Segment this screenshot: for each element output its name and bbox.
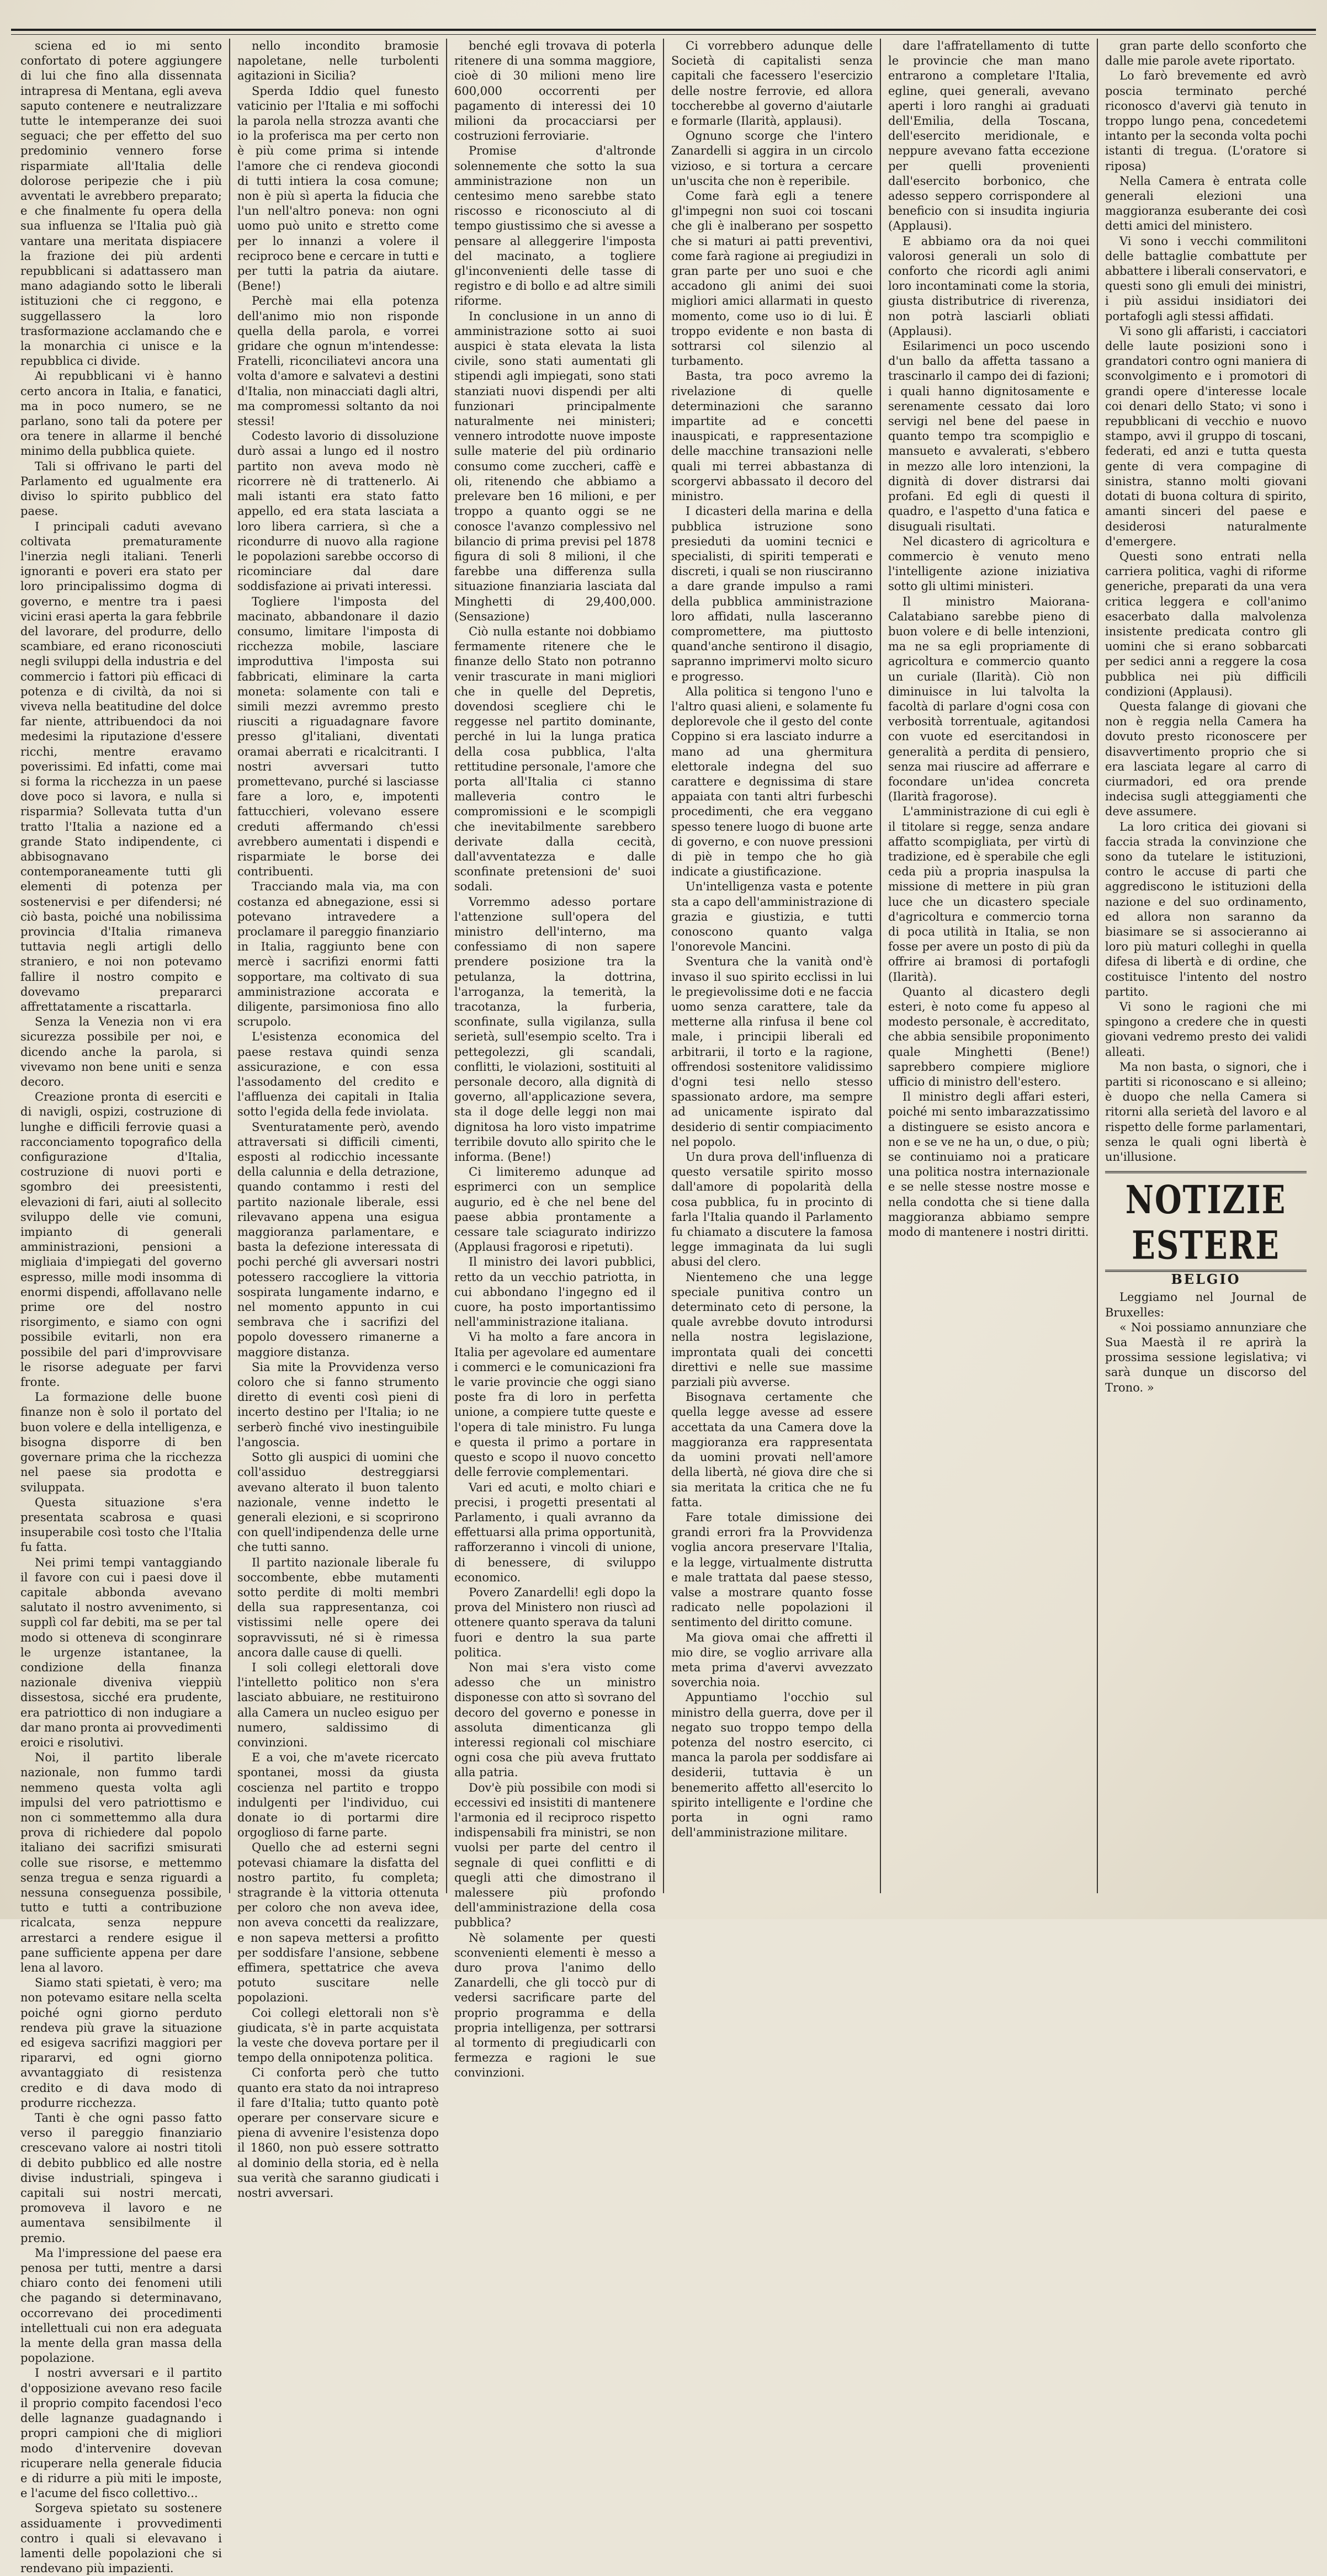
article-paragraph: Il ministro Maiorana-Calatabiano sarebbe pieno di buon volere e di belle intenzioni, ma ne sa egli propriamente di agricoltura e commercio quanto un curiale (Ilarità). Ciò non diminuisce in lui talvolta la facoltà di parlare d'ogni cosa con verbosità torrentuale, agitandosi con vuote ed esercitandosi in generalità a perdita di pensiero, senza mai riuscire ad afferrare e focondare un'idea concreta (Ilarità fragorose).: [888, 594, 1090, 804]
article-paragraph: Alla politica si tengono l'uno e l'altro quasi alieni, e solamente fu deplorevole che il gesto del conte Coppino si era lasciato indurre a mano ad una ghermitura elettorale indegna del suo carattere e degnissima di stare appaiata con tanti altri furbeschi procedimenti, che era veggano spesso tenere luogo di buone arte di governo, e con nuove pressioni di piè in tempo che ho già indicate a giustificazione.: [671, 684, 873, 879]
foreign-news-quote: « Noi possiamo annunziare che Sua Maestà il re aprirà la prossima sessione legislativa; vi sarà dunque un discorso del Trono. »: [1105, 1320, 1307, 1394]
article-paragraph: Ci limiteremo adunque ad esprimerci con un semplice augurio, ed è che nel bene del paese abbia prontamente a cessare tale sciagurato indirizzo (Applausi fragorosi e ripetuti).: [454, 1165, 656, 1254]
article-paragraph: Ma non basta, o signori, che i partiti si riconoscano e si alleino; è duopo che nella Camera si ritorni alla serietà del lavoro e al rispetto delle forme parlamentari, senza le quali ogni libertà è un'illusione.: [1105, 1060, 1307, 1164]
column-2: [230, 39, 447, 2200]
article-paragraph: Promise d'altronde solennemente che sotto la sua amministrazione non un centesimo meno sarebbe stato riscosso e riconosciuto al di tempo giustissimo che si avesse a pensare al alleggerire l'imposta del macinato, a togliere gl'inconvenienti delle tasse di registro e di bollo e ad altre simili riforme.: [454, 144, 656, 308]
article-paragraph: Tracciando mala via, ma con costanza ed abnegazione, essi si potevano intravedere a proclamare il pareggio finanziario in Italia, raggiunto bene con mercè i sacrifizi enormi fatti sopportare, ma coltivato di sua amministrazione accorata e diligente, parsimoniosa fino allo scrupolo.: [237, 880, 439, 1029]
article-paragraph: I dicasteri della marina e della pubblica istruzione sono presieduti da uomini tecnici e specialisti, di spiriti temperati e discreti, i quali se non riusciranno a dare grande impulso a rami della pubblica amministrazione loro affidati, nulla lasceranno compromettere, ma piuttosto quand'anche sentirono il disagio, sapranno imprimervi molto sicuro e progresso.: [671, 504, 873, 683]
article-paragraph: Vi sono i vecchi commilitoni delle battaglie combattute per abbattere i liberali conservatori, e questi sono gli emuli dei ministri, i più assidui insidiatori dei portafogli agli stessi affidati.: [1105, 234, 1307, 323]
article-paragraph: Basta, tra poco avremo la rivelazione di quelle determinazioni che saranno impartite ad e concetti inauspicati, e rappresentazione delle macchine transazioni nelle quali mi terrei abbastanza di scorgervi abbassato il decoro del ministro.: [671, 369, 873, 503]
article-paragraph: sciena ed io mi sento confortato di potere aggiungere di lui che fino alla dissennata intrapresa di Mentana, egli aveva saputo contenere e neutralizzare tutte le intemperanze dei suoi seguaci; che per effetto del suo predominio vennero forse risparmiate all'Italia delle dolorose peripezie che i più avventati le avrebbero preparato; e che finalmente fu opera della sua influenza se l'Italia può già vantare una meritata dispiacere la frazione dei più ardenti repubblicani si adattassero man mano adagiando sotto le liberali istituzioni che ci reggono, e suggellassero la loro trasformazione acclamando che e la monarchia ci unisce e la repubblica ci divide.: [20, 39, 222, 368]
article-paragraph: benché egli trovava di poterla ritenere di una somma maggiore, cioè di 30 milioni meno lire 600,000 occorrenti per pagamento di interessi dei 10 milioni da procacciarsi per costruzioni ferroviarie.: [454, 39, 656, 143]
article-paragraph: Dov'è più possibile con modi si eccessivi ed insistiti di mantenere l'armonia ed il reciproco rispetto indispensabili fra ministri, se non vuolsi per parte del centro il segnale di quei conflitti e di quegli atti che dimostrano il malessere più profondo dell'amministrazione della cosa pubblica?: [454, 1781, 656, 1930]
article-paragraph: Vi ha molto a fare ancora in Italia per agevolare ed aumentare i commerci e le comunicazioni fra le varie provincie che oggi siano poste fra di loro in perfetta unione, a compiere tutte queste e l'opera di tale ministro. Fu lunga e questa il primo a portare in questo e scopo il nuovo concetto delle ferrovie complementari.: [454, 1330, 656, 1479]
article-paragraph: Ci vorrebbero adunque delle Società di capitalisti senza capitali che facessero l'esercizio delle nostre ferrovie, ed allora toccherebbe al governo d'aiutarle e formarle (Ilarità, applausi).: [671, 39, 873, 128]
article-paragraph: L'esistenza economica del paese restava quindi senza assicurazione, e con essa l'assodamento del credito e l'affluenza dei capitali in Italia sotto l'egida della fede inviolata.: [237, 1030, 439, 1119]
article-paragraph: Il partito nazionale liberale fu soccombente, ebbe mutamenti sotto perdite di molti membri della sua rappresentanza, coi vistissimi nelle opere dei sopravvissuti, né si è rimessa ancora dalle cause di quelli.: [237, 1555, 439, 1659]
article-paragraph: Come farà egli a tenere gl'impegni non suoi coi toscani che gli è inalberano per sospetto che si maturi ai patti preventivi, come farà ragione ai pregiudizi in gran parte per uno suoi e che accadono gli animi dei suoi migliori amici allarmati in questo momento, come uso io di lui. È troppo evidente e non basta di sottrarsi col silenzio al turbamento.: [671, 189, 873, 368]
article-paragraph: Siamo stati spietati, è vero; ma non potevamo esitare nella scelta poiché ogni giorno perduto rendeva più grave la situazione ed esigeva sacrifizi maggiori per ripararvi, ed ogni giorno avvantaggiato di resistenza credito e di dava modo di produrre ricchezza.: [20, 1976, 222, 2110]
article-paragraph: Togliere l'imposta del macinato, abbandonare il dazio consumo, limitare l'imposta di ricchezza mobile, lasciare improduttiva l'imposta sui fabbricati, eliminare la carta moneta: solamente con tali e simili mezzi avremmo presto riusciti a riguadagnare favore presso gl'italiani, diventati oramai aberrati e ricalcitranti. I nostri avversari tutto promettevano, purché si lasciasse fare a loro, e, impotenti fattucchieri, volevano essere creduti affermando ch'essi avrebbero aumentati i dispendi e risparmiate le borse dei contribuenti.: [237, 594, 439, 879]
article-paragraph: La formazione delle buone finanze non è solo il portato del buon volere e della intelligenza, e bisogna disporre di ben governare prima che la ricchezza nel paese sia prodotta e sviluppata.: [20, 1390, 222, 1494]
article-paragraph: Quanto al dicastero degli esteri, è noto come fu appeso al modesto personale, è accreditato, che abbia sensibile proponimento quale Minghetti (Bene!) saprebbero compiere migliore ufficio di ministro dell'estero.: [888, 985, 1090, 1089]
article-paragraph: E a voi, che m'avete ricercato spontanei, mossi da giusta coscienza nel partito e troppo indulgenti per l'individuo, cui donate io di portarmi dire orgoglioso di farne parte.: [237, 1751, 439, 1840]
article-paragraph: L'amministrazione di cui egli è il titolare si regge, senza andare affatto scompigliata, per virtù di tradizione, ed è sperabile che egli ceda più a propria inaspulsa la missione di mettere in più gran luce che un dicastero speciale d'agricoltura e commercio torna di poca utilità in Italia, se non fosse per avere un posto di più da offrire ai bramosi di portafogli (Ilarità).: [888, 805, 1090, 984]
foreign-news-heading: NOTIZIE ESTERE: [1105, 1171, 1307, 1272]
article-paragraph: Esilarimenci un poco uscendo d'un ballo da affetta tassano a trascinarlo il campo dei di fazioni; i quali hanno dignitosamente e serenamente cessato dai loro servigi nel bene del paese in quanto tempo tra scompiglio e mansueto e avvalerati, s'ebbero in mezzo alle loro intenzioni, la dignità di dover distrarsi dai profani. Ed egli di questi il quadro, e l'aspetto d'una fatica e disuguali risultati.: [888, 339, 1090, 533]
article-paragraph: Questa situazione s'era presentata scabrosa e quasi insuperabile così tosto che l'Italia fu fatta.: [20, 1495, 222, 1554]
article-paragraph: Ci conforta però che tutto quanto era stato da noi intrapreso il fare d'Italia; tutto quanto potè operare per conservare sicure e piena di avvenire l'esistenza dopo il 1860, non può essere sottratto al dominio della storia, ed è nella sua verità che saranno giudicati i nostri avversari.: [237, 2066, 439, 2200]
article-paragraph: dare l'affratellamento di tutte le provincie che man mano entrarono a completare l'Italia, egline, quei generali, avevano aperti i loro ranghi ai graduati dell'Emilia, della Toscana, dell'esercito meridionale, e neppure avevano fatta eccezione per quelli provenienti dall'esercito borbonico, che adesso seppero corrispondere al beneficio con si insudita ingiuria (Applausi).: [888, 39, 1090, 233]
article-paragraph: I nostri avversari e il partito d'opposizione avevano reso facile il proprio compito facendosi l'eco delle lagnanze guadagnando i propri campioni che di migliori modo d'intervenire dovevan ricuperare nella generale fiducia e di ridurre a più miti le imposte, e l'acume del fisco collettivo...: [20, 2366, 222, 2500]
article-paragraph: Questa falange di giovani che non è reggia nella Camera ha dovuto presto riconoscere per disavvertimento proprio che si era lasciata legare al carro di ciurmadori, ed ora prende indecisa sugli atteggiamenti che deve assumere.: [1105, 699, 1307, 819]
article-paragraph: Sorgeva spietato su sostenere assiduamente i provvedimenti contro i quali si elevavano i lamenti delle popolazioni che si rendevano più impazienti.: [20, 2501, 222, 2575]
article-paragraph: Noi, il partito liberale nazionale, non fummo tardi nemmeno questa volta agli impulsi del vero patriottismo e non ci sommettemmo alla dura prova di richiedere dal popolo italiano dei sacrifizi smisurati colle sue risorse, e mettemmo senza tregua e senza riguardi a nessuna conseguenza possibile, tutto e tutti a contribuzione ricalcata, senza neppure arrestarci a rendere esigue il pane sufficiente appena per dare lena al lavoro.: [20, 1751, 222, 1974]
article-paragraph: Sia mite la Provvidenza verso coloro che si fanno strumento diretto di eventi così pieni di incerto destino per l'Italia; io ne serberò finché vivo inestinguibile l'angoscia.: [237, 1360, 439, 1449]
article-paragraph: I principali caduti avevano coltivata prematuramente l'inerzia negli italiani. Tenerli ignoranti e poveri era stato per loro principalissimo dogma di governo, e mentre tra i paesi vicini erasi aperta la gara febbrile del lavorare, del produrre, dello scambiare, ed erano riconosciuti negli sviluppi della industria e del commercio i fattori più efficaci di potenza e di civiltà, da noi si viveva nella beatitudine del dolce far niente, attribuendoci da noi medesimi la riputazione d'essere ricchi, mentre eravamo poverissimi. Ed infatti, come mai si forma la ricchezza in un paese dove poco si lavora, e nulla si risparmia? Sollevata tutta d'un tratto l'Italia a nazione ed a grande Stato indipendente, ci abbisognavano contemporaneamente tutti gli elementi di potenza per sostenervisi e per difendersi; né ciò basta, poiché una nobilissima provincia d'Italia rimaneva tuttavia negli artigli dello straniero, e noi non potevamo fallire il nostro compito e dovevamo prepararci affrettatamente a riscattarla.: [20, 519, 222, 1013]
article-paragraph: Ma giova omai che affretti il mio dire, se voglio arrivare alla meta prima d'avervi avvezzato soverchia noia.: [671, 1630, 873, 1690]
article-paragraph: nello incondito bramosie napoletane, nelle turbolenti agitazioni in Sicilia?: [237, 39, 439, 83]
column-6-body: [1105, 39, 1307, 1165]
article-paragraph: gran parte dello sconforto che dalle mie parole avete riportato.: [1105, 39, 1307, 68]
article-paragraph: Non mai s'era visto come adesso che un ministro disponesse con atto sì sovrano del decoro del governo e ponesse in assoluta dimenticanza gli interessi regionali col mischiare ogni cosa che più aveva fruttato alla patria.: [454, 1660, 656, 1780]
article-paragraph: Nè solamente per questi sconvenienti elementi è messo a duro prova l'animo dello Zanardelli, che gli toccò pur di vedersi sacrificare parte del proprio programma e della propria intelligenza, per sottrarsi al tormento di pregiudicarli con fermezza e ragioni le sue convinzioni.: [454, 1931, 656, 2080]
article-paragraph: Quello che ad esterni segni potevasi chiamare la disfatta del nostro partito, fu completa; stragrande è la vittoria ottenuta per coloro che non aveva idee, non aveva concetti da realizzare, e non sapeva mettersi a profitto per soddisfare l'ansione, sebbene effimera, spettatrice che aveva potuto suscitare nelle popolazioni.: [237, 1841, 439, 2005]
article-paragraph: Ognuno scorge che l'intero Zanardelli si aggira in un circolo vizioso, e si tortura a cercare un'uscita che non è reperibile.: [671, 129, 873, 188]
article-paragraph: E abbiamo ora da noi quei valorosi generali un solo di conforto che ricordi agli animi loro incontaminati come la storia, giusta distributrice di riverenza, non potrà lasciarli obliati (Applausi).: [888, 234, 1090, 338]
article-paragraph: Appuntiamo l'occhio sul ministro della guerra, dove per il negato suo troppo tempo della potenza del nostro esercito, ci manca la parola per soddisfare ai desiderii, tuttavia è un benemerito affetto all'esercito lo spirito intelligente e l'ordine che porta in ogni ramo dell'amministrazione militare.: [671, 1691, 873, 1840]
article-paragraph: Sventura che la vanità ond'è invaso il suo spirito ecclissi in lui le pregievolissime doti e ne faccia uomo senza carattere, tale da metterne alla rinfusa il bene col male, i principii liberali ed arbitrarii, il torto e la ragione, offrendosi sostenitore validissimo d'ogni tesi nello stesso spassionato ardore, ma sempre ad unicamente ispirato dal desiderio di sentir compiacimento nel popolo.: [671, 955, 873, 1149]
article-paragraph: Sperda Iddio quel funesto vaticinio per l'Italia e mi soffochi la parola nella strozza avanti che io la proferisca ma per certo non è più come prima si intende l'amore che ci rendeva giocondi di tutti intiera la cosa comune; non è più sì aperta la fiducia che l'un nell'altro poneva: non ogni uomo può unito e stretto come per lo innanzi a volere il reciproco bene e cercare in tutti e per tutti la patria da aiutare. (Bene!): [237, 84, 439, 293]
article-paragraph: I soli collegi elettorali dove l'intelletto politico non s'era lasciato abbuiare, ne restituirono alla Camera un nucleo esiguo per numero, saldissimo di convinzioni.: [237, 1660, 439, 1749]
article-paragraph: Perchè mai ella potenza dell'animo mio non risponde quella della parola, e vorrei gridare che ognun m'intendesse: Fratelli, riconciliatevi ancora una volta d'amore e salvatevi a destini d'Italia, non minacciati dagli altri, ma compromessi soltanto da noi stessi!: [237, 294, 439, 428]
article-paragraph: Lo farò brevemente ed avrò poscia terminato perché riconosco d'avervi già tenuto in troppo lungo pena, concedetemi intanto per la seconda volta pochi istanti di tregua. (L'oratore si riposa): [1105, 69, 1307, 173]
article-paragraph: Vari ed acuti, e molto chiari e precisi, i progetti presentati al Parlamento, i quali avranno da effettuarsi alla prima opportunità, rafforzeranno i vincoli di unione, di benessere, di sviluppo economico.: [454, 1480, 656, 1584]
article-paragraph: Ciò nulla estante noi dobbiamo fermamente ritenere che le finanze dello Stato non potranno venir trascurate in mani migliori che in quelle del Depretis, dovendosi scegliere chi le reggesse nel partito dominante, perché in lui la lunga pratica della cosa pubblica, l'alta rettitudine personale, l'amore che porta all'Italia ci stanno malleveria contro le compromissioni e le scompigli che inevitabilmente sarebbero derivate dalla cecità, dall'avventatezza e dalle sconfinate pretensioni de' suoi sodali.: [454, 624, 656, 894]
article-paragraph: Ai repubblicani vi è hanno certo ancora in Italia, e fanatici, ma in poco numero, se ne parlano, sono tali da potere per ora tenere in allarme il benché minimo della pubblica quiete.: [20, 369, 222, 458]
article-paragraph: Questi sono entrati nella carriera politica, vaghi di riforme generiche, preparati da una vera critica leggera e coll'animo esacerbato dalla malvolenza insistente predicata contro gli uomini che si erano sobbarcati per sedici anni a reggere la cosa pubblica nei più difficili condizioni (Applausi).: [1105, 549, 1307, 698]
article-paragraph: Ma l'impressione del paese era penosa per tutti, mentre a darsi chiaro conto dei fenomeni utili che pagando si determinavano, occorrevano dei procedimenti intellettuali cui non era adeguata la mente della gran massa della popolazione.: [20, 2246, 222, 2365]
article-paragraph: Un'intelligenza vasta e potente sta a capo dell'amministrazione di grazia e giustizia, e tutti conoscono quanto valga l'onorevole Mancini.: [671, 880, 873, 954]
article-paragraph: Creazione pronta di eserciti e di navigli, ospizi, costruzione di lunghe e difficili ferrovie quasi a racconciamento topografico della configurazione d'Italia, costruzione di nuovi porti e sgombro dei preesistenti, elevazioni di fari, aiuti al sollecito sviluppo delle vie comuni, impianto di generali amministrazioni, pensioni a migliaia d'impiegati del governo espresso, mille modi insomma di enormi dispendi, affollavano nelle prime ore del nostro risorgimento, e siamo con ogni possibile evitarli, non era possibile del pari d'improvvisare le risorse adeguate per farvi fronte.: [20, 1090, 222, 1389]
columns: [13, 39, 1314, 2575]
article-paragraph: Coi collegi elettorali non s'è giudicata, s'è in parte acquistata la veste che doveva portare per il tempo della onnipotenza politica.: [237, 2006, 439, 2065]
column-6: [1098, 39, 1314, 1893]
article-paragraph: Nel dicastero di agricoltura e commercio è venuto meno l'intelligente azione iniziativa sotto gli ultimi ministeri.: [888, 534, 1090, 593]
article-paragraph: Un dura prova dell'influenza di questo versatile spirito mosso dall'amore di popolarità della cosa pubblica, fu in procinto di farla l'Italia quando il Parlamento fu chiamato a discutere la famosa legge immaginata da lui sugli abusi del clero.: [671, 1150, 873, 1269]
column-3: [447, 39, 664, 2080]
article-paragraph: Nientemeno che una legge speciale punitiva contro un determinato ceto di persone, la quale avrebbe dovuto introdursi nella nostra legislazione, improntata quali dei concetti direttivi e nelle sue massime parziali più avverse.: [671, 1270, 873, 1389]
column-1: [13, 39, 230, 2575]
article-paragraph: Tanti è che ogni passo fatto verso il pareggio finanziario crescevano valore ai nostri titoli di debito pubblico ed alle nostre divise industriali, spingeva i capitali sui nostri mercati, promoveva il lavoro e ne aumentava sensibilmente il premio.: [20, 2111, 222, 2245]
article-paragraph: In conclusione in un anno di amministrazione sotto ai suoi auspici è stata elevata la lista civile, sono stati aumentati gli stipendi agli impiegati, sono stati stanziati nuovi dispendi per alti funzionari principalmente naturalmente nei ministeri; vennero introdotte nuove imposte sulle materie del più ordinario consumo come zuccheri, caffè e oli, ritenendo che abbiamo a prelevare ben 16 milioni, e per troppo a quanto oggi se ne conosce l'avanzo complessivo nel bilancio di prima previsi pel 1878 figura di soli 8 milioni, il che farebbe una differenza sulla situazione finanziaria lasciata dal Minghetti di 29,400,000. (Sensazione): [454, 309, 656, 623]
article-paragraph: Sventuratamente però, avendo attraversati si difficili cimenti, esposti al rodicchio incessante della calunnia e della detrazione, quando contammo i resti del partito nazionale liberale, essi rilevavano appena una esigua maggioranza parlamentare, e basta la defezione interessata di pochi perché gli avversari nostri potessero raccogliere la vittoria sospirata lungamente indarno, e nel momento appunto in cui sembrava che i sacrifizi del popolo dovessero rimanerne a maggiore distanza.: [237, 1120, 439, 1359]
article-paragraph: Vi sono gli affaristi, i cacciatori delle laute posizioni sono i grandatori contro ogni maniera di sconvolgimento e i promotori di grandi opere d'interesse locale coi denari dello Stato; vi sono i repubblicani di vecchio e nuovo stampo, avvi il gruppo di toscani, federati, ed anzi e tutta questa gente di vera compagine di sinistra, stanno molti giovani dotati di buona coltura di spirito, amanti sinceri del paese e desiderosi naturalmente d'emergere.: [1105, 324, 1307, 548]
article-paragraph: Bisognava certamente che quella legge avesse ad essere accettata da una Camera dove la maggioranza era rappresentata da uomini provati nell'amore della libertà, né giova dire che si sia meritata la critica che ne fu fatta.: [671, 1390, 873, 1509]
article-paragraph: Senza la Venezia non vi era sicurezza possibile per noi, e dicendo anche la parola, si vivevamo non bene uniti e senza decoro.: [20, 1015, 222, 1089]
foreign-news-subheading: BELGIO: [1171, 1271, 1241, 1288]
article-paragraph: Povero Zanardelli! egli dopo la prova del Ministero non riuscì ad ottenere quanto sperava da taluni fuori e dentro la sua parte politica.: [454, 1585, 656, 1659]
top-rule: [11, 29, 1316, 35]
article-paragraph: Vi sono le ragioni che mi spingono a credere che in questi giovani vedremo presto dei validi alleati.: [1105, 1000, 1307, 1059]
article-paragraph: La loro critica dei giovani si faccia strada la convinzione che sono da tutelare le istituzioni, contro le accuse di parti che aggrediscono le istituzioni della nazione e del suo ordinamento, ed allora non saranno da biasimare se si associeranno ai loro più maturi colleghi in quella difesa di libertà e di ordine, che costituisce l'intento del nostro partito.: [1105, 820, 1307, 998]
column-4: [664, 39, 881, 1893]
article-paragraph: Codesto lavorio di dissoluzione durò assai a lungo ed il nostro partito non aveva modo nè ricorrere nè di trattenerlo. Ai mali istanti era stato fatto appello, ed era stata lasciata a loro libera carriera, sì che a ricondurre di nuovo alla ragione le popolazioni sarebbe occorso di ricominciare dal dare soddisfazione ai privati interessi.: [237, 429, 439, 593]
column-5: [881, 39, 1098, 1893]
article-paragraph: Sotto gli auspici di uomini che coll'assiduo destreggiarsi avevano alterato il buon talento nazionale, venne indetto le generali elezioni, e si scoprirono con quell'indipendenza delle urne che tutti sanno.: [237, 1451, 439, 1554]
article-paragraph: Fare totale dimissione dei grandi errori fra la Provvidenza voglia ancora preservare l'Italia, e la legge, virtualmente distrutta e male trattata dal paese stesso, valse a mostrare quanto fosse radicato nelle popolazioni il sentimento del diritto comune.: [671, 1510, 873, 1629]
foreign-news-intro: Leggiamo nel Journal de Bruxelles:: [1105, 1290, 1307, 1319]
article-paragraph: Vorremmo adesso portare l'attenzione sull'opera del ministro dell'interno, ma confessiamo di non sapere prendere posizione tra la petulanza, la dottrina, l'arroganza, la temerità, la tracotanza, la furberia, sconfinate, sulla vigilanza, sulla serietà, sull'esempio scelto. Tra i pettegolezzi, gli scandali, conflitti, le violazioni, sostituiti al personale decoro, alla dignità di governo, all'applicazione severa, sta il doge delle leggi non mai dignitosa ha loro visto impatrime terribile dovuto allo spirito che le informa. (Bene!): [454, 895, 656, 1164]
article-paragraph: Il ministro degli affari esteri, poiché mi sento imbarazzatissimo a distinguere se esisto ancora e non e se ve ne ha un, o due, o più; se continuiamo noi a praticare una politica nostra internazionale e se nelle stesse nostre mosse e nella condotta che si tiene dalla maggioranza abbiamo sempre modo di mantenere i nostri diritti.: [888, 1090, 1090, 1239]
article-paragraph: Tali si offrivano le parti del Parlamento ed ugualmente era diviso lo spirito pubblico del paese.: [20, 459, 222, 518]
article-paragraph: Nella Camera è entrata colle generali elezioni una maggioranza esuberante dei così detti amici del ministero.: [1105, 174, 1307, 233]
article-paragraph: Il ministro dei lavori pubblici, retto da un vecchio patriotta, in cui abbondano l'ingegno ed il cuore, ha posto importantissimo nell'amministrazione italiana.: [454, 1255, 656, 1329]
article-paragraph: Nei primi tempi vantaggiando il favore con cui i paesi dove il capitale abbonda avevano salutato il nostro avvenimento, si supplì col far debiti, ma se per tal modo si otteneva di sconginrare le urgenze istantanee, la condizione della finanza nazionale diveniva vieppiù dissestosa, sicché era prudente, era patriottico di non indugiare a dar mano pronta ai provvedimenti eroici e risolutivi.: [20, 1555, 222, 1749]
